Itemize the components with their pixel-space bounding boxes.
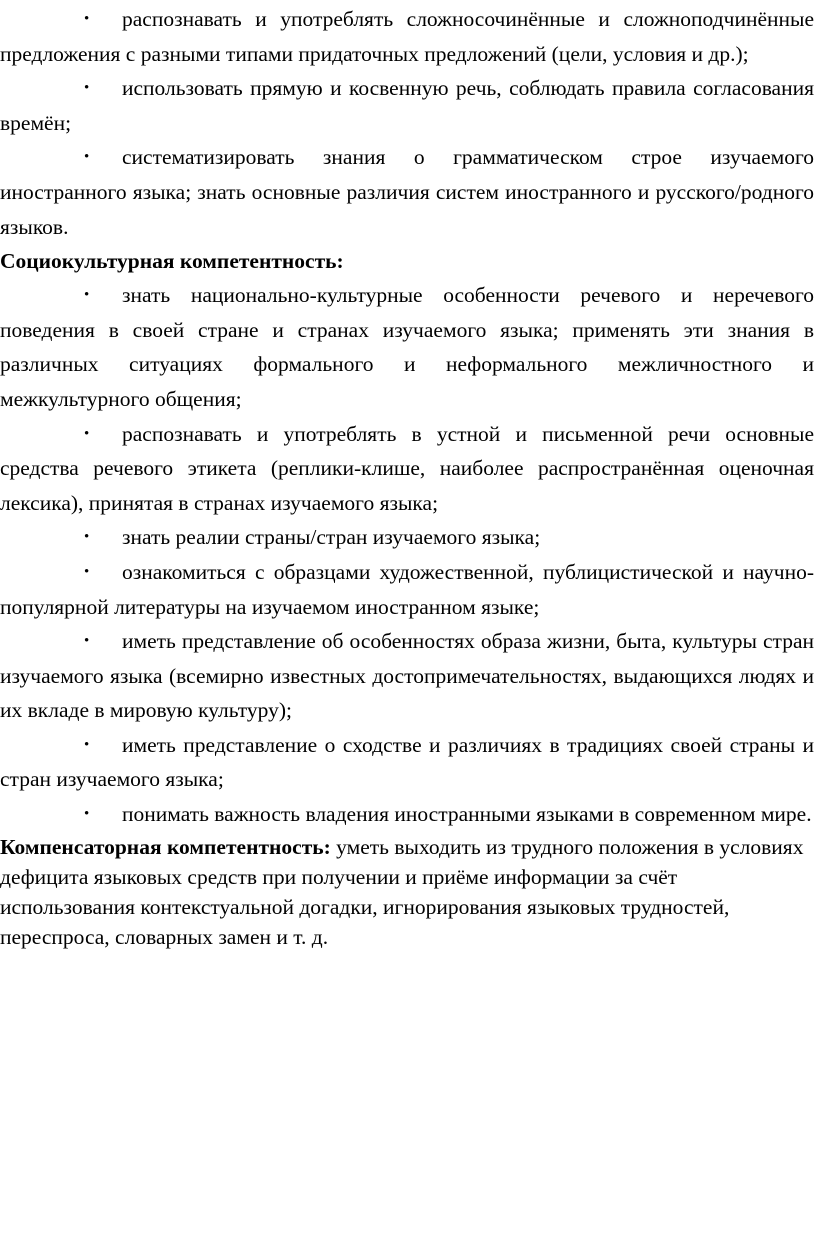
sociocultural-item xyxy=(0,797,816,832)
bullet-icon: • xyxy=(84,287,90,304)
list-item-text: знать реалии страны/стран изучаемого языка; xyxy=(122,525,541,550)
list-item-text: распознавать и употреблять сложносочинённые и сложноподчинённые предложения с разными типами придаточных предложений (цели, условия и др.); xyxy=(0,7,814,66)
bullet-icon: • xyxy=(84,736,90,753)
list-item-text: использовать прямую и косвенную речь, соблюдать правила согласования времён; xyxy=(0,76,814,135)
bullet-icon: • xyxy=(84,80,90,97)
list-item-text: иметь представление о сходстве и различиях в традициях своей страны и стран изучаемого языка; xyxy=(0,732,814,792)
grammar-item xyxy=(0,140,816,244)
grammar-item xyxy=(0,71,816,140)
bullet-icon: • xyxy=(84,11,90,27)
list-item-text: понимать важность владения иностранными языками в современном мире. xyxy=(122,802,812,827)
grammar-item xyxy=(0,2,816,71)
bullet-icon: • xyxy=(84,425,90,442)
bullet-icon: • xyxy=(84,149,90,166)
sociocultural-item xyxy=(0,555,816,624)
bullet-icon: • xyxy=(84,633,90,650)
sociocultural-item xyxy=(0,520,816,555)
sociocultural-heading: Социокультурная компетентность: xyxy=(0,249,344,274)
list-item-text: ознакомиться с образцами художественной, публицистической и научно-популярной литературы на изучаемом иностранном языке; xyxy=(0,559,814,619)
list-item-text: иметь представление об особенностях образа жизни, быта, культуры стран изучаемого языка (всемирно известных достопримечательностях, выдающихся людях и их вкладе в мировую культуру); xyxy=(0,629,814,723)
bullet-icon: • xyxy=(84,529,90,546)
bullet-icon: • xyxy=(84,806,90,823)
list-item-text: распознавать и употреблять в устной и письменной речи основные средства речевого этикета (реплики-клише, наиболее распространённая оценочная лексика), принятая в странах изучаемого языка; xyxy=(0,421,814,515)
sociocultural-item xyxy=(0,278,816,416)
sociocultural-item xyxy=(0,624,816,728)
compensatory-paragraph xyxy=(0,832,816,952)
compensatory-text: уметь выходить из трудного положения в условиях дефицита языковых средств при получении и приёме информации за счёт использования контекстуальной догадки, игнорирования языковых трудностей, переспроса, словарных замен и т. д. xyxy=(0,834,804,949)
sociocultural-item xyxy=(0,417,816,521)
list-item-text: систематизировать знания о грамматическом строе изучаемого иностранного языка; знать основные различия систем иностранного и русского/родного языков. xyxy=(0,145,814,239)
bullet-icon: • xyxy=(84,563,90,580)
list-item-text: знать национально-культурные особенности речевого и неречевого поведения в своей стране и странах изучаемого языка; применять эти знания в различных ситуациях формального и неформального межличностного и межкультурного общения; xyxy=(0,283,814,411)
sociocultural-item xyxy=(0,728,816,797)
compensatory-heading: Компенсаторная компетентность: xyxy=(0,834,331,859)
